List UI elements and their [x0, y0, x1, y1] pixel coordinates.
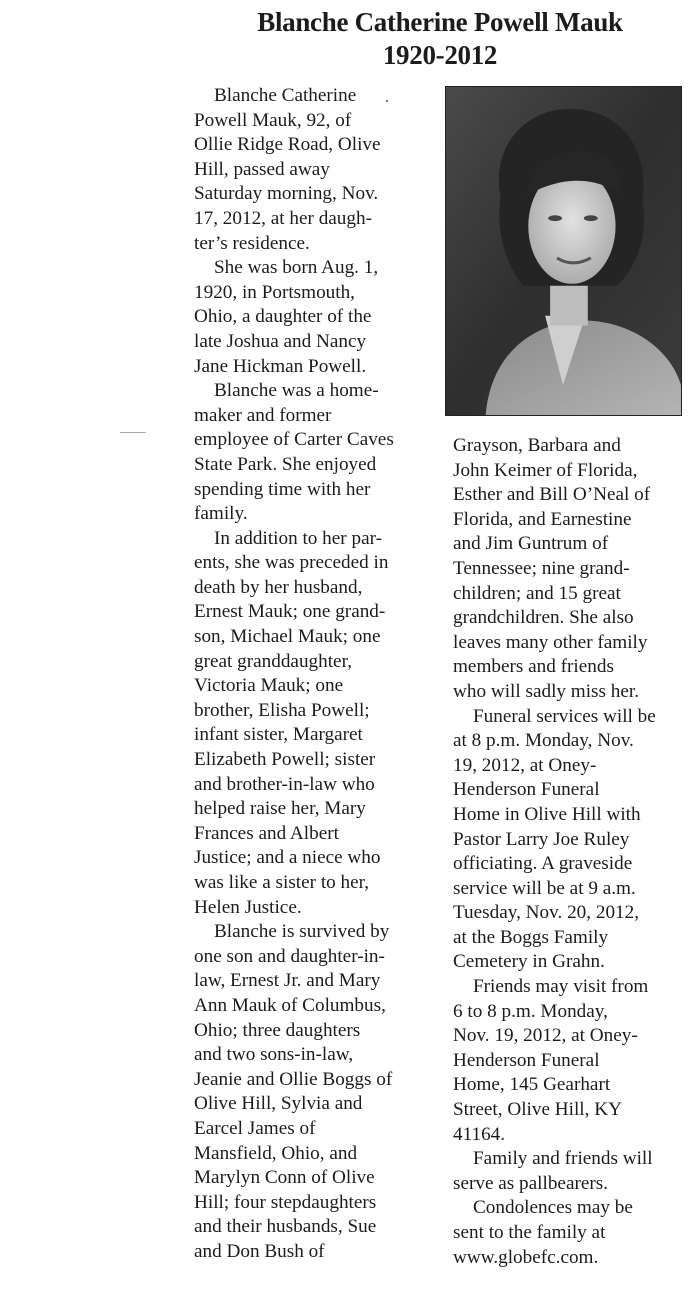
text-line: Victoria Mauk; one: [194, 675, 344, 697]
text-line: Funeral services will be: [473, 705, 656, 727]
text-line: serve as pallbearers.: [453, 1172, 609, 1194]
obituary-headline: [190, 6, 690, 72]
text-line: and Jim Guntrum of: [453, 533, 609, 555]
portrait-photo: [445, 86, 682, 416]
text-line: Pastor Larry Joe Ruley: [453, 828, 630, 850]
text-line: Jeanie and Ollie Boggs of: [194, 1068, 393, 1090]
text-line: and their husbands, Sue: [194, 1216, 377, 1238]
text-line: death by her husband,: [194, 576, 363, 598]
text-line: Justice; and a niece who: [194, 847, 381, 869]
text-line: Ernest Mauk; one grand-: [194, 601, 386, 623]
text-line: Ollie Ridge Road, Olive: [194, 134, 381, 156]
headline-name: Blanche Catherine Powell Mauk: [257, 7, 623, 37]
text-line: 6 to 8 p.m. Monday,: [453, 1000, 608, 1022]
text-line: Hill; four stepdaughters: [194, 1191, 377, 1213]
text-line: sent to the family at: [453, 1222, 606, 1243]
text-line: infant sister, Margaret: [194, 724, 363, 746]
text-line: Hill, passed away: [194, 158, 330, 180]
text-line: Elizabeth Powell; sister: [194, 749, 376, 771]
text-line: employee of Carter Caves: [194, 429, 394, 451]
text-line: Florida, and Earnestine: [453, 508, 632, 530]
text-line: and Don Bush of: [194, 1240, 325, 1262]
text-line: John Keimer of Florida,: [453, 459, 638, 481]
text-line: Ann Mauk of Columbus,: [194, 994, 386, 1016]
obituary-column-right: [453, 434, 690, 1270]
text-line: Ohio, a daughter of the: [194, 306, 372, 328]
text-line: State Park. She enjoyed: [194, 453, 377, 475]
text-line: She was born Aug. 1,: [214, 257, 379, 279]
text-line: Friends may visit from: [473, 976, 649, 998]
text-line: 41164.: [453, 1123, 506, 1145]
text-line: brother, Elisha Powell;: [194, 699, 370, 721]
print-speck: [120, 432, 146, 433]
text-line: service will be at 9 a.m.: [453, 877, 636, 899]
text-line: ter’s residence.: [194, 232, 310, 254]
text-line: leaves many other family: [453, 631, 648, 653]
text-line: family.: [194, 503, 248, 525]
text-line: Home in Olive Hill with: [453, 803, 641, 825]
text-line: Olive Hill, Sylvia and: [194, 1093, 363, 1115]
text-line: Frances and Albert: [194, 822, 339, 844]
text-line: grandchildren. She also: [453, 607, 634, 629]
text-line: Blanche Catherine: [214, 85, 357, 106]
text-line: 19, 2012, at Oney-: [453, 754, 597, 776]
text-line: Helen Justice.: [194, 896, 302, 918]
text-line: Saturday morning, Nov.: [194, 183, 379, 205]
text-line: spending time with her: [194, 478, 371, 500]
text-line: Henderson Funeral: [453, 779, 600, 801]
text-line: Home, 145 Gearhart: [453, 1074, 611, 1096]
text-line: Ohio; three daughters: [194, 1019, 361, 1041]
text-line: Earcel James of: [194, 1117, 316, 1139]
text-line: www.globefc.com.: [453, 1246, 599, 1268]
text-line: Jane Hickman Powell.: [194, 355, 367, 377]
text-line: at 8 p.m. Monday, Nov.: [453, 730, 634, 752]
text-line: Family and friends will: [473, 1148, 653, 1170]
text-line: officiating. A graveside: [453, 853, 633, 875]
text-line: Blanche is survived by: [214, 921, 390, 943]
text-line: at the Boggs Family: [453, 926, 609, 948]
obituary-column-left: [194, 84, 439, 1265]
text-line: children; and 15 great: [453, 582, 621, 604]
text-line: one son and daughter-in-: [194, 945, 385, 967]
text-line: Condolences may be: [473, 1197, 633, 1219]
text-line: and brother-in-law who: [194, 773, 375, 795]
text-line: Street, Olive Hill, KY: [453, 1099, 622, 1121]
text-line: Blanche was a home-: [214, 380, 379, 402]
text-line: Marylyn Conn of Olive: [194, 1167, 375, 1189]
headline-years: 1920-2012: [382, 40, 498, 70]
text-line: Henderson Funeral: [453, 1049, 600, 1071]
text-line: Tennessee; nine grand-: [453, 557, 630, 579]
text-line: Grayson, Barbara and: [453, 435, 621, 456]
print-speck: [386, 100, 388, 102]
text-line: late Joshua and Nancy: [194, 330, 367, 352]
text-line: maker and former: [194, 404, 332, 426]
text-line: son, Michael Mauk; one: [194, 626, 381, 648]
text-line: was like a sister to her,: [194, 872, 370, 893]
text-line: In addition to her par-: [214, 527, 382, 549]
text-line: Nov. 19, 2012, at Oney-: [453, 1025, 638, 1047]
text-line: who will sadly miss her.: [453, 680, 640, 702]
text-line: Mansfield, Ohio, and: [194, 1142, 358, 1164]
text-line: great granddaughter,: [194, 650, 352, 672]
text-line: and two sons-in-law,: [194, 1044, 354, 1066]
text-line: Esther and Bill O’Neal of: [453, 484, 651, 506]
text-line: helped raise her, Mary: [194, 798, 366, 820]
portrait-photo-icon: [446, 87, 681, 415]
text-line: Powell Mauk, 92, of: [194, 109, 352, 131]
text-line: ents, she was preceded in: [194, 552, 389, 574]
text-line: 1920, in Portsmouth,: [194, 281, 355, 303]
text-line: 17, 2012, at her daugh-: [194, 207, 372, 229]
text-line: members and friends: [453, 656, 614, 678]
text-line: Tuesday, Nov. 20, 2012,: [453, 902, 640, 924]
text-line: Cemetery in Grahn.: [453, 951, 605, 973]
text-line: law, Ernest Jr. and Mary: [194, 970, 381, 992]
